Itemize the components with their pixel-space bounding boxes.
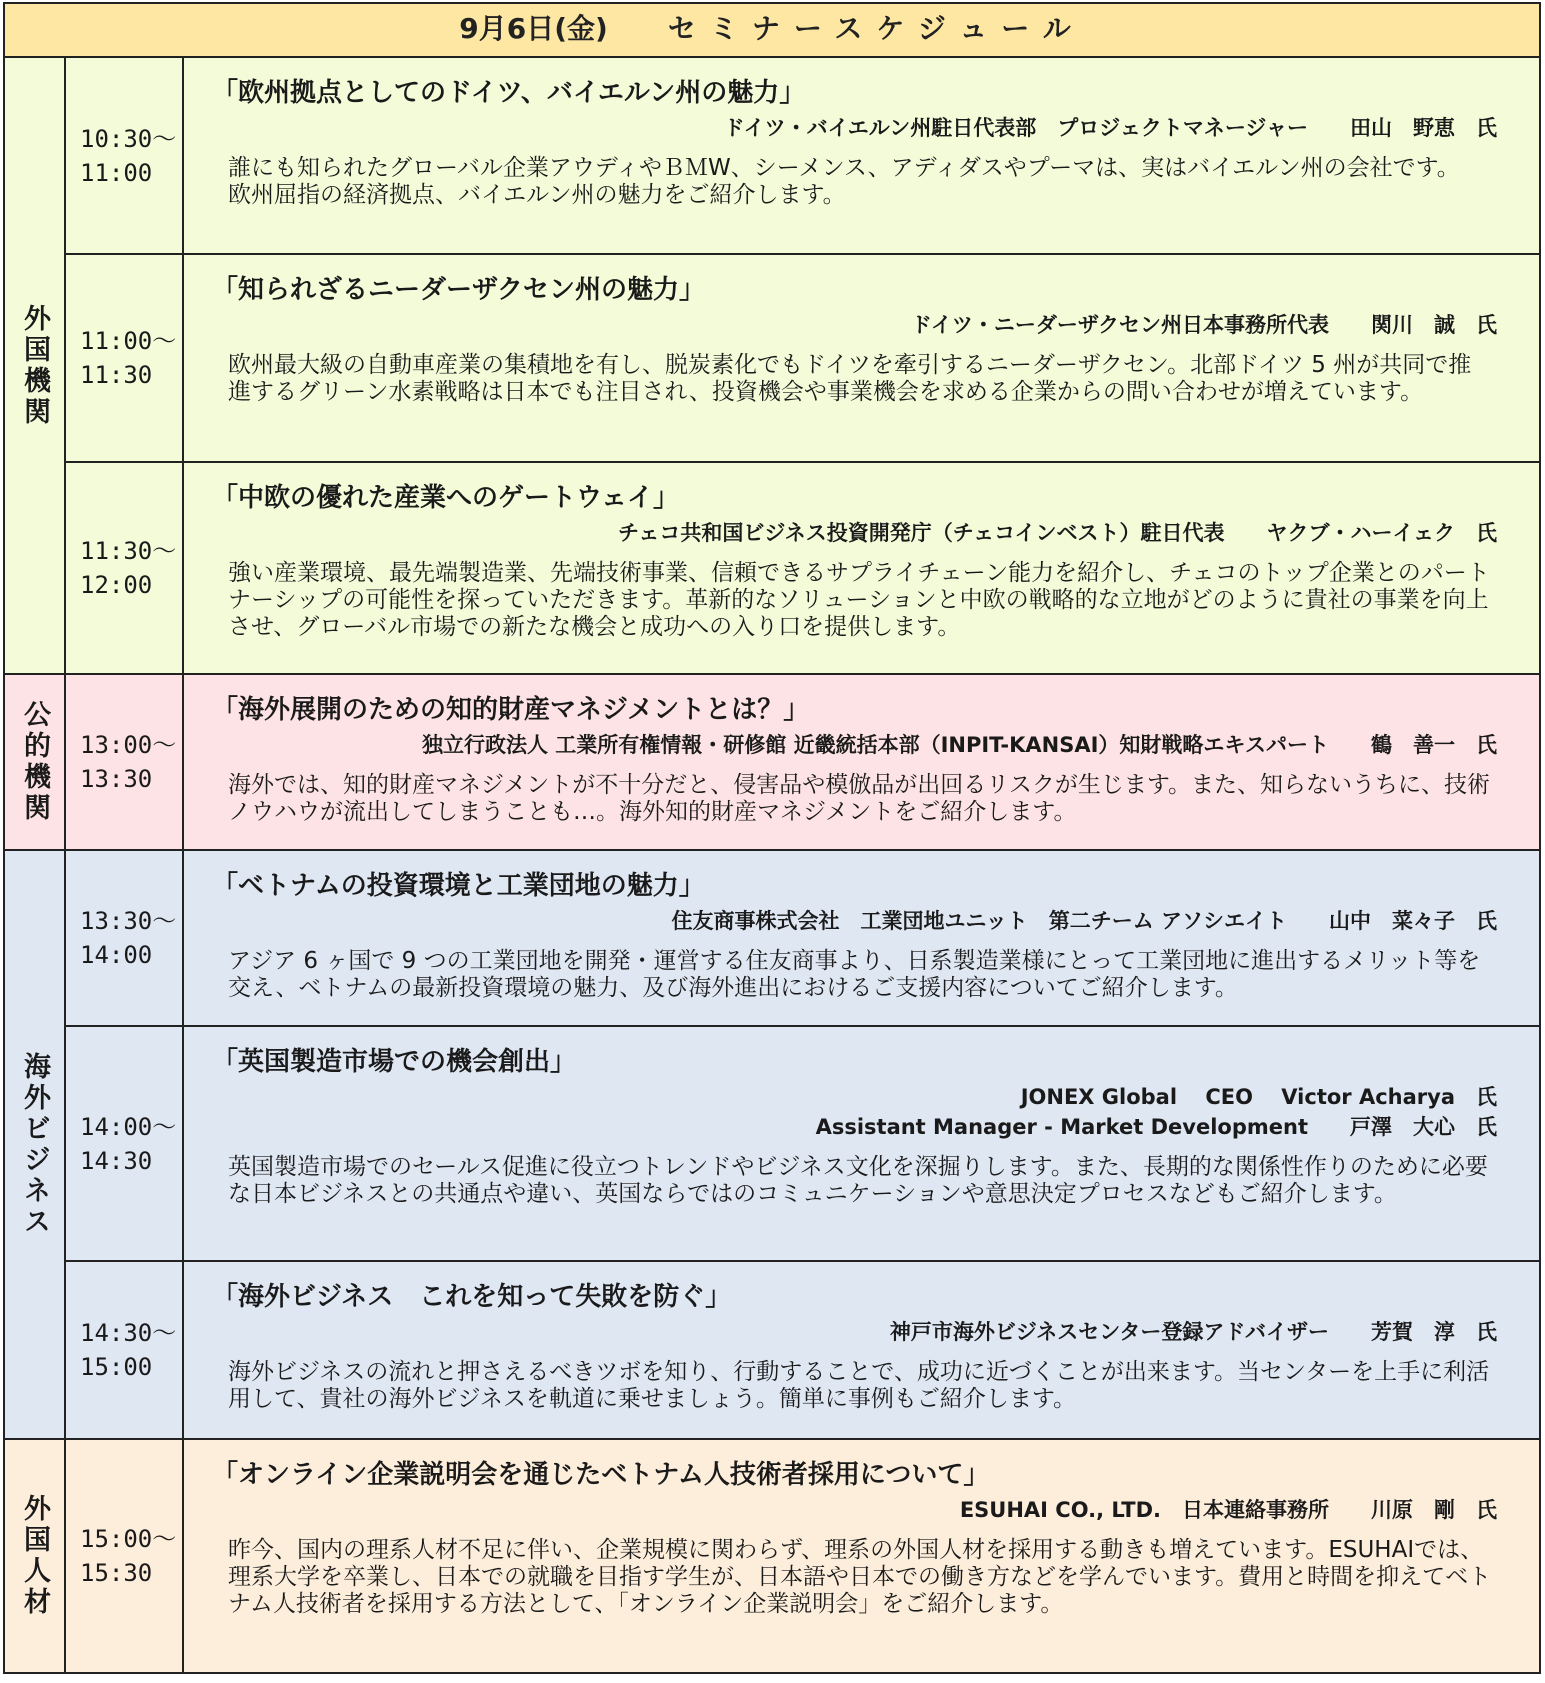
time-start: 11:00～ xyxy=(80,327,177,355)
time-end: 14:00 xyxy=(80,941,153,969)
time-cell xyxy=(66,675,184,849)
session-content xyxy=(184,1262,1539,1438)
session-description xyxy=(228,1359,1493,1413)
speaker: 住友商事株式会社 工業団地ユニット 第二チーム アソシエイト 山中 菜々子 氏 xyxy=(671,909,1497,933)
session-row xyxy=(66,1027,1539,1262)
time-end: 11:00 xyxy=(80,158,153,187)
time-start: 13:00～ xyxy=(80,731,177,759)
session-title: 「オンライン企業説明会を通じたベトナム人技術者採用について」 xyxy=(212,1460,990,1490)
session-description xyxy=(228,772,1493,826)
session-description xyxy=(228,1154,1493,1208)
time-end: 15:30 xyxy=(80,1559,153,1587)
time-cell xyxy=(66,1262,184,1438)
description-text: 欧州屈指の経済拠点、バイエルン州の魅力をご紹介します。 xyxy=(228,182,846,208)
category-cell xyxy=(5,58,66,673)
category-group-public-agencies xyxy=(5,675,1539,851)
session-content xyxy=(184,1027,1539,1260)
time-cell xyxy=(66,851,184,1025)
time-start: 14:30～ xyxy=(80,1319,177,1347)
description-text: 欧州最大級の自動車産業の集積地を有し、脱炭素化でもドイツを牽引するニーダーザクセン。北部ドイツ 5 州が共同で推進するグリーン水素戦略は日本でも注目され、投資機会や事業機会を求める企業からの問い合わせが増えています。 xyxy=(228,352,1472,405)
description-text: 英国製造市場でのセールス促進に役立つトレンドやビジネス文化を深掘りします。また、長期的な関係性作りのために必要な日本ビジネスとの共通点や違い、英国ならではのコミュニケーションや意思決定プロセスなどもご紹介します。 xyxy=(228,1154,1488,1207)
seminar-schedule-table xyxy=(3,2,1541,1674)
session-description xyxy=(228,1537,1493,1618)
category-cell xyxy=(5,851,66,1438)
speaker: ESUHAI CO., LTD. 日本連絡事務所 川原 剛 氏 xyxy=(959,1498,1497,1522)
category-label: 海外ビジネス xyxy=(19,1051,50,1238)
session-row xyxy=(66,1262,1539,1438)
time-cell xyxy=(66,255,184,461)
session-row xyxy=(66,463,1539,673)
category-group-foreign-talent xyxy=(5,1440,1539,1672)
schedule-header xyxy=(5,4,1539,58)
category-label: 外国人材 xyxy=(19,1494,50,1618)
schedule-date: 9月6日(金) xyxy=(459,12,608,45)
session-content xyxy=(184,851,1539,1025)
session-description xyxy=(228,948,1493,1002)
time-end: 12:00 xyxy=(80,571,153,599)
time-cell xyxy=(66,1440,184,1672)
session-row xyxy=(66,675,1539,849)
session-content xyxy=(184,675,1539,849)
session-list xyxy=(66,58,1539,673)
session-description xyxy=(228,155,1493,209)
speaker: チェコ共和国ビジネス投資開発庁（チェコインベスト）駐日代表 ヤクブ・ハーイェク 氏 xyxy=(618,521,1497,545)
time-cell xyxy=(66,1027,184,1260)
time-end: 13:30 xyxy=(80,765,153,793)
category-group-foreign-agencies xyxy=(5,58,1539,675)
category-label: 外国機関 xyxy=(19,303,50,428)
time-start: 10:30～ xyxy=(80,124,177,153)
category-cell xyxy=(5,1440,66,1672)
session-row xyxy=(66,1440,1539,1672)
time-cell xyxy=(66,58,184,253)
session-content xyxy=(184,255,1539,461)
session-title: 「中欧の優れた産業へのゲートウェイ」 xyxy=(212,483,679,513)
session-title: 「ベトナムの投資環境と工業団地の魅力」 xyxy=(212,871,705,901)
session-title: 「海外展開のための知的財産マネジメントとは？」 xyxy=(212,695,810,725)
description-text: 海外では、知的財産マネジメントが不十分だと、侵害品や模倣品が出回るリスクが生じます。また、知らないうちに、技術ノウハウが流出してしまうことも…。海外知的財産マネジメントをご紹介します。 xyxy=(228,772,1491,825)
time-end: 15:00 xyxy=(80,1353,153,1381)
description-text: 海外ビジネスの流れと押さえるべきツボを知り、行動することで、成功に近づくことが出来ます。当センターを上手に利活用して、貴社の海外ビジネスを軌道に乗せましょう。簡単に事例もご紹介します。 xyxy=(228,1359,1490,1412)
speaker: ドイツ・ニーダーザクセン州日本事務所代表 関川 誠 氏 xyxy=(910,313,1497,337)
time-start: 13:30～ xyxy=(80,907,177,935)
session-row xyxy=(66,58,1539,255)
description-text: 誰にも知られたグローバル企業アウディやＢＭW、シーメンス、アディダスやプーマは、実はバイエルン州の会社です。 xyxy=(228,155,1460,181)
session-row xyxy=(66,851,1539,1027)
speaker: JONEX Global CEO Victor Acharya 氏 xyxy=(1020,1085,1497,1109)
session-content xyxy=(184,1440,1539,1672)
time-start: 15:00～ xyxy=(80,1525,177,1553)
speaker: Assistant Manager - Market Development 戸澤 大心 氏 xyxy=(815,1115,1497,1139)
session-description xyxy=(228,352,1493,406)
category-cell xyxy=(5,675,66,849)
schedule-title: セミナースケジュール xyxy=(667,12,1085,45)
time-cell xyxy=(66,463,184,673)
session-title: 「欧州拠点としてのドイツ、バイエルン州の魅力」 xyxy=(212,78,806,108)
speaker: 神戸市海外ビジネスセンター登録アドバイザー 芳賀 淳 氏 xyxy=(889,1320,1497,1344)
description-text: アジア 6 ヶ国で 9 つの工業団地を開発・運営する住友商事より、日系製造業様にとって工業団地に進出するメリット等を交え、ベトナムの最新投資環境の魅力、及び海外進出におけるご支援内容についてご紹介します。 xyxy=(228,948,1481,1001)
description-text: 昨今、国内の理系人材不足に伴い、企業規模に関わらず、理系の外国人材を採用する動きも増えています。ESUHAIでは、理系大学を卒業し、日本での就職を目指す学生が、日本語や日本での働き方などを学んでいます。費用と時間を抑えてベトナム人技術者を採用する方法として、「オンライン企業説明会」をご紹介します。 xyxy=(228,1537,1492,1617)
session-title: 「英国製造市場での機会創出」 xyxy=(212,1047,577,1077)
session-title: 「海外ビジネス これを知って失敗を防ぐ」 xyxy=(212,1282,732,1312)
speaker: 独立行政法人 工業所有権情報・研修館 近畿統括本部（INPIT-KANSAI）知財戦略エキスパート 鶴 善一 氏 xyxy=(421,733,1497,757)
session-list xyxy=(66,1440,1539,1672)
session-list xyxy=(66,675,1539,849)
description-text: 強い産業環境、最先端製造業、先端技術事業、信頼できるサプライチェーン能力を紹介し、チェコのトップ企業とのパートナーシップの可能性を探っていただきます。革新的なソリューションと中欧の戦略的な立地がどのように貴社の事業を向上させ、グローバル市場での新たな機会と成功への入り口を提供します。 xyxy=(228,560,1490,640)
time-end: 14:30 xyxy=(80,1146,153,1175)
time-start: 14:00～ xyxy=(80,1112,177,1141)
session-title: 「知られざるニーダーザクセン州の魅力」 xyxy=(212,275,705,305)
session-row xyxy=(66,255,1539,463)
time-end: 11:30 xyxy=(80,361,153,389)
category-group-overseas-business xyxy=(5,851,1539,1440)
session-list xyxy=(66,851,1539,1438)
session-content xyxy=(184,58,1539,253)
session-content xyxy=(184,463,1539,673)
speaker: ドイツ・バイエルン州駐日代表部 プロジェクトマネージャー 田山 野恵 氏 xyxy=(723,116,1497,140)
category-label: 公的機関 xyxy=(19,700,50,824)
session-description xyxy=(228,560,1493,641)
time-start: 11:30～ xyxy=(80,537,177,565)
